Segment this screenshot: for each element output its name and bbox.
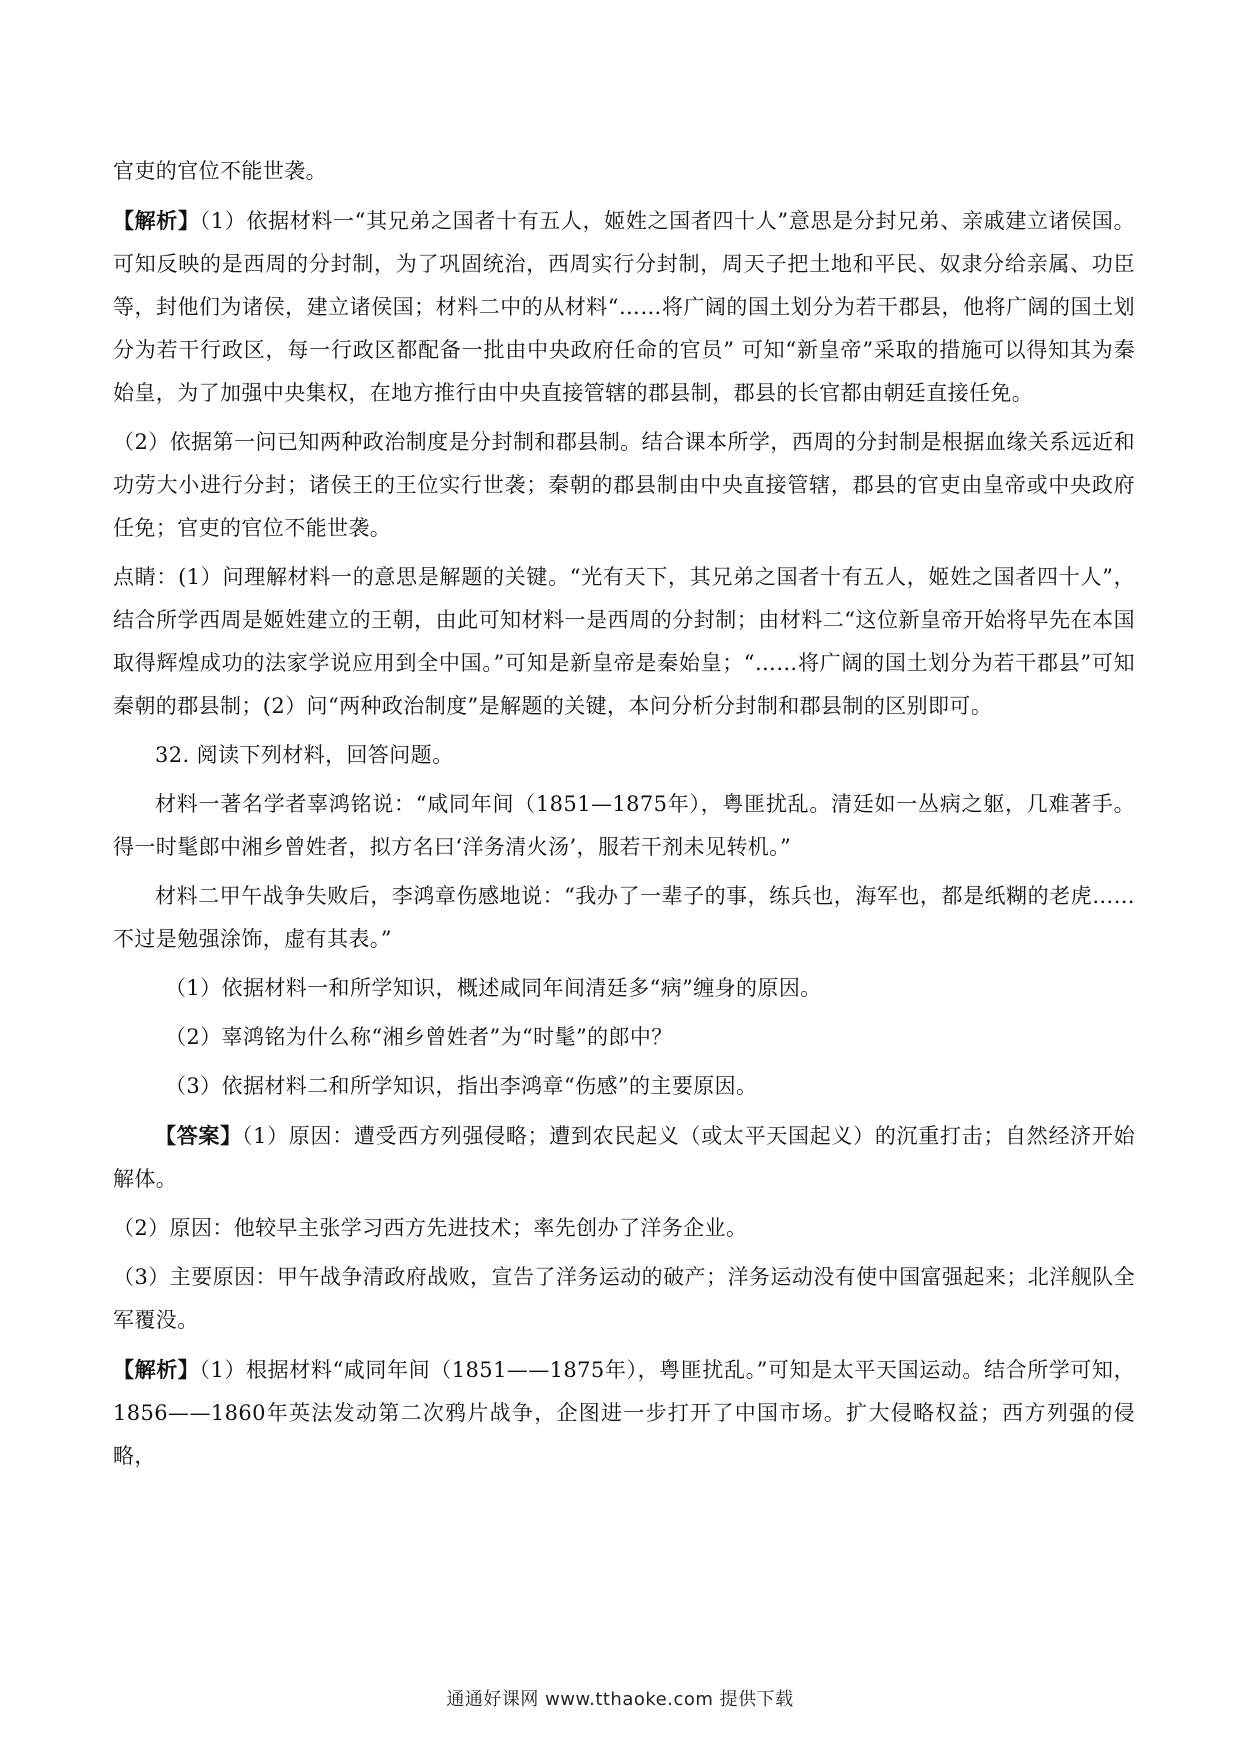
sub-question-2: （2）辜鸿铭为什么称“湘乡曾姓者”为“时髦”的郎中？ [165, 1025, 673, 1049]
page-footer: 通通好课网 www.tthaoke.com 提供下载 [446, 1689, 794, 1710]
analysis-text: （2）依据第一问已知两种政治制度是分封制和郡县制。结合课本所学，西周的分封制是根据血缘关系远近和功劳大小进行分封；诸侯王的王位实行世袭；秦朝的郡县制由中央直接管辖，郡县的官吏由皇帝或中央政府任免；官吏的官位不能世袭。 [113, 430, 1135, 540]
sub-question-1: （1）依据材料一和所学知识，概述咸同年间清廷多“病”缠身的原因。 [165, 976, 822, 1000]
analysis-paragraph-1 [113, 199, 1135, 415]
analysis-tag: 【解析】 [113, 1357, 200, 1382]
analysis-paragraph-2 [113, 421, 1135, 550]
answer-paragraph-3: （3）主要原因：甲午战争清政府战败，宣告了洋务运动的破产；洋务运动没有使中国富强起来；北洋舰队全军覆没。 [113, 1265, 1135, 1332]
material-two: 材料二甲午战争失败后，李鸿章伤感地说：“我办了一辈子的事，练兵也，海军也，都是纸糊的老虎……不过是勉强涂饰，虚有其表。” [113, 884, 1135, 951]
answer-paragraph-2: （2）原因：他较早主张学习西方先进技术；率先创办了洋务企业。 [113, 1216, 748, 1240]
answer-tag: 【答案】 [155, 1123, 242, 1148]
answer-paragraph-1 [113, 1114, 1135, 1201]
analysis-tag: 【解析】 [113, 208, 200, 233]
sub-question-3: （3）依据材料二和所学知识，指出李鸿章“伤感”的主要原因。 [165, 1074, 758, 1098]
analysis-paragraph-3 [113, 1348, 1135, 1478]
analysis-text: （1）依据材料一“其兄弟之国者十有五人，姬姓之国者四十人”意思是分封兄弟、亲戚建立诸侯国。可知反映的是西周的分封制，为了巩固统治，西周实行分封制，周天子把土地和平民、奴隶分给亲属、功臣等，封他们为诸侯，建立诸侯国；材料二中的从材料“……将广阔的国土划分为若干郡县，他将广阔的国土划分为若干行政区，每一行政区都配备一批由中央政府任命的官员” 可知“新皇帝”采取的措施可以得知其为秦始皇，为了加强中央集权，在地方推行由中央直接管辖的郡县制，郡县的长官都由朝廷直接任免。 [113, 209, 1135, 405]
paragraph-text: 官吏的官位不能世袭。 [113, 159, 327, 183]
document-body [113, 150, 1135, 1484]
answer-text: （1）原因：遭受西方列强侵略；遭到农民起义（或太平天国起义）的沉重打击；自然经济开始解体。 [113, 1124, 1135, 1191]
tip-paragraph [113, 556, 1135, 728]
analysis-text: （1）根据材料“咸同年间（1851——1875年），粤匪扰乱。”可知是太平天国运动。结合所学可知，1856——1860年英法发动第二次鸦片战争，企图进一步打开了中国市场。扩大侵略权益；西方列强的侵略， [113, 1358, 1135, 1468]
tip-text: 点睛：(1）问理解材料一的意思是解题的关键。“光有天下，其兄弟之国者十有五人，姬姓之国者四十人”，结合所学西周是姬姓建立的王朝，由此可知材料一是西周的分封制；由材料二“这位新皇帝开始将早先在本国取得辉煌成功的法家学说应用到全中国。”可知是新皇帝是秦始皇；“……将广阔的国土划分为若干郡县”可知秦朝的郡县制；(2）问“两种政治制度”是解题的关键，本问分析分封制和郡县制的区别即可。 [113, 565, 1135, 718]
question-title: 32. 阅读下列材料，回答问题。 [155, 743, 454, 767]
paragraph-continuation [113, 150, 1135, 193]
material-one: 材料一著名学者辜鸿铭说：“咸同年间（1851—1875年），粤匪扰乱。清廷如一丛病之躯，几难著手。得一时髦郎中湘乡曾姓者，拟方名曰‘洋务清火汤’，服若干剂未见转机。” [113, 792, 1135, 859]
